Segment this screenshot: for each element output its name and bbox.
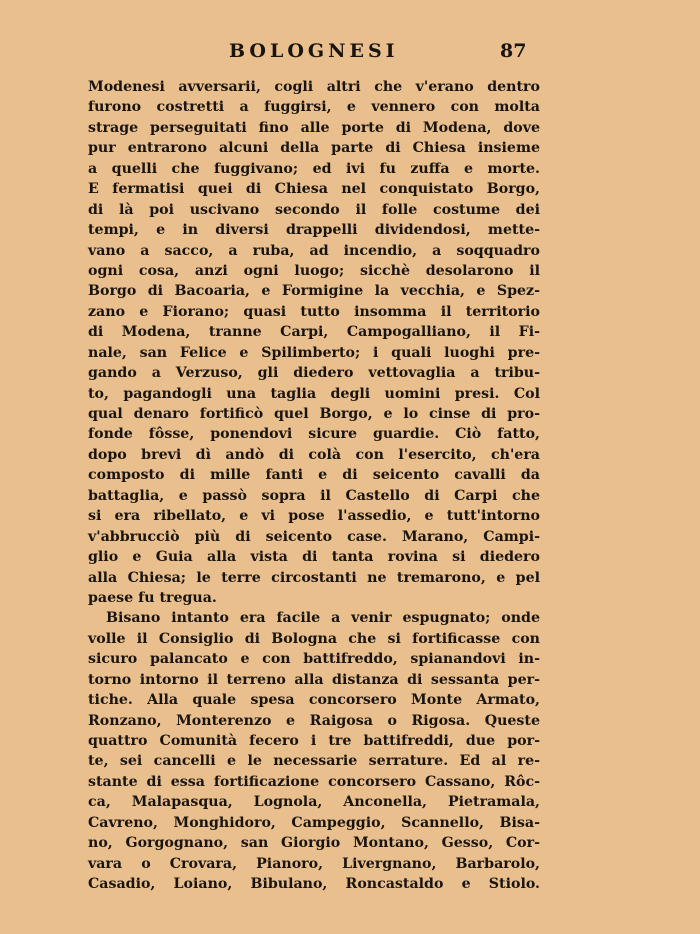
running-head — [0, 40, 700, 64]
text-line: ogni cosa, anzi ogni luogo; sicchè desolarono il — [88, 262, 540, 279]
text-line: qual denaro fortificò quel Borgo, e lo cinse di pro- — [88, 406, 540, 422]
text-line: v'abbrucciò più di seicento case. Marano, Campi- — [88, 528, 540, 545]
text-line: volle il Consiglio di Bologna che si fortificasse con — [88, 630, 540, 647]
text-line: strage perseguitati fino alle porte di Modena, dove — [88, 119, 540, 136]
text-line: gando a Verzuso, gli diedero vettovaglia a tribu- — [88, 365, 540, 382]
text-line: a quelli che fuggivano; ed ivi fu zuffa e morte. — [88, 160, 540, 177]
text-line: alla Chiesa; le terre circostanti ne tremarono, e pel — [88, 569, 540, 586]
running-title: BOLOGNESI — [229, 40, 399, 62]
body-text — [88, 77, 540, 895]
text-line: di là poi uscivano secondo il folle costume dei — [88, 201, 540, 218]
text-line: si era ribellato, e vi pose l'assedio, e tutt'intorno — [88, 508, 540, 525]
text-line: vara o Crovara, Pianoro, Livergnano, Barbarolo, — [88, 855, 540, 872]
page-number: 87 — [500, 40, 527, 62]
text-line: E fermatisi quei di Chiesa nel conquistato Borgo, — [88, 181, 540, 198]
text-line: tiche. Alla quale spesa concorsero Monte Armato, — [88, 692, 540, 709]
text-line: Borgo di Bacoaria, e Formigine la vecchia, e Spez- — [88, 283, 540, 300]
text-line: furono costretti a fuggirsi, e vennero con molta — [88, 99, 540, 116]
text-line: quattro Comunità fecero i tre battifreddi, due por- — [88, 733, 540, 749]
text-line: composto di mille fanti e di seicento cavalli da — [88, 467, 540, 484]
text-line: te, sei cancelli e le necessarie serrature. Ed al re- — [88, 753, 540, 770]
text-line: tempi, e in diversi drappelli dividendosi, mette- — [88, 222, 540, 239]
text-line: Ronzano, Monterenzo e Raigosa o Rigosa. Queste — [88, 712, 540, 729]
text-line: pur entrarono alcuni della parte di Chiesa insieme — [88, 140, 540, 157]
text-line: Cavreno, Monghidoro, Campeggio, Scannello, Bisa- — [88, 814, 540, 831]
text-line: zano e Fiorano; quasi tutto insomma il territorio — [88, 303, 540, 320]
text-line: di Modena, tranne Carpi, Campogalliano, il Fi- — [88, 324, 540, 341]
text-line: torno intorno il terreno alla distanza di sessanta per- — [88, 671, 540, 688]
text-line: stante di essa fortificazione concorsero Cassano, Rôc- — [88, 773, 540, 790]
text-line-paragraph-end: paese fu tregua. — [88, 589, 217, 606]
text-line: nale, san Felice e Spilimberto; i quali luoghi pre- — [88, 344, 540, 361]
text-line: sicuro palancato e con battifreddo, spianandovi in- — [88, 651, 540, 668]
text-line: battaglia, e passò sopra il Castello di Carpi che — [88, 487, 540, 504]
text-line-paragraph-start: Bisano intanto era facile a venir espugnato; onde — [106, 610, 540, 627]
text-line: dopo brevi dì andò di colà con l'esercito, ch'era — [88, 446, 540, 463]
text-line: Modenesi avversarii, cogli altri che v'erano dentro — [88, 79, 540, 95]
text-line: vano a sacco, a ruba, ad incendio, a soqquadro — [88, 242, 540, 259]
text-line: Casadio, Loiano, Bibulano, Roncastaldo e Stiolo. — [88, 876, 540, 893]
text-line: glio e Guia alla vista di tanta rovina si diedero — [88, 549, 540, 566]
text-line: to, pagandogli una taglia degli uomini presi. Col — [88, 385, 540, 402]
text-line: fonde fôsse, ponendovi sicure guardie. Ciò fatto, — [88, 426, 540, 443]
text-line: no, Gorgognano, san Giorgio Montano, Gesso, Cor- — [88, 835, 540, 852]
text-line: ca, Malapasqua, Lognola, Anconella, Pietramala, — [88, 794, 540, 811]
